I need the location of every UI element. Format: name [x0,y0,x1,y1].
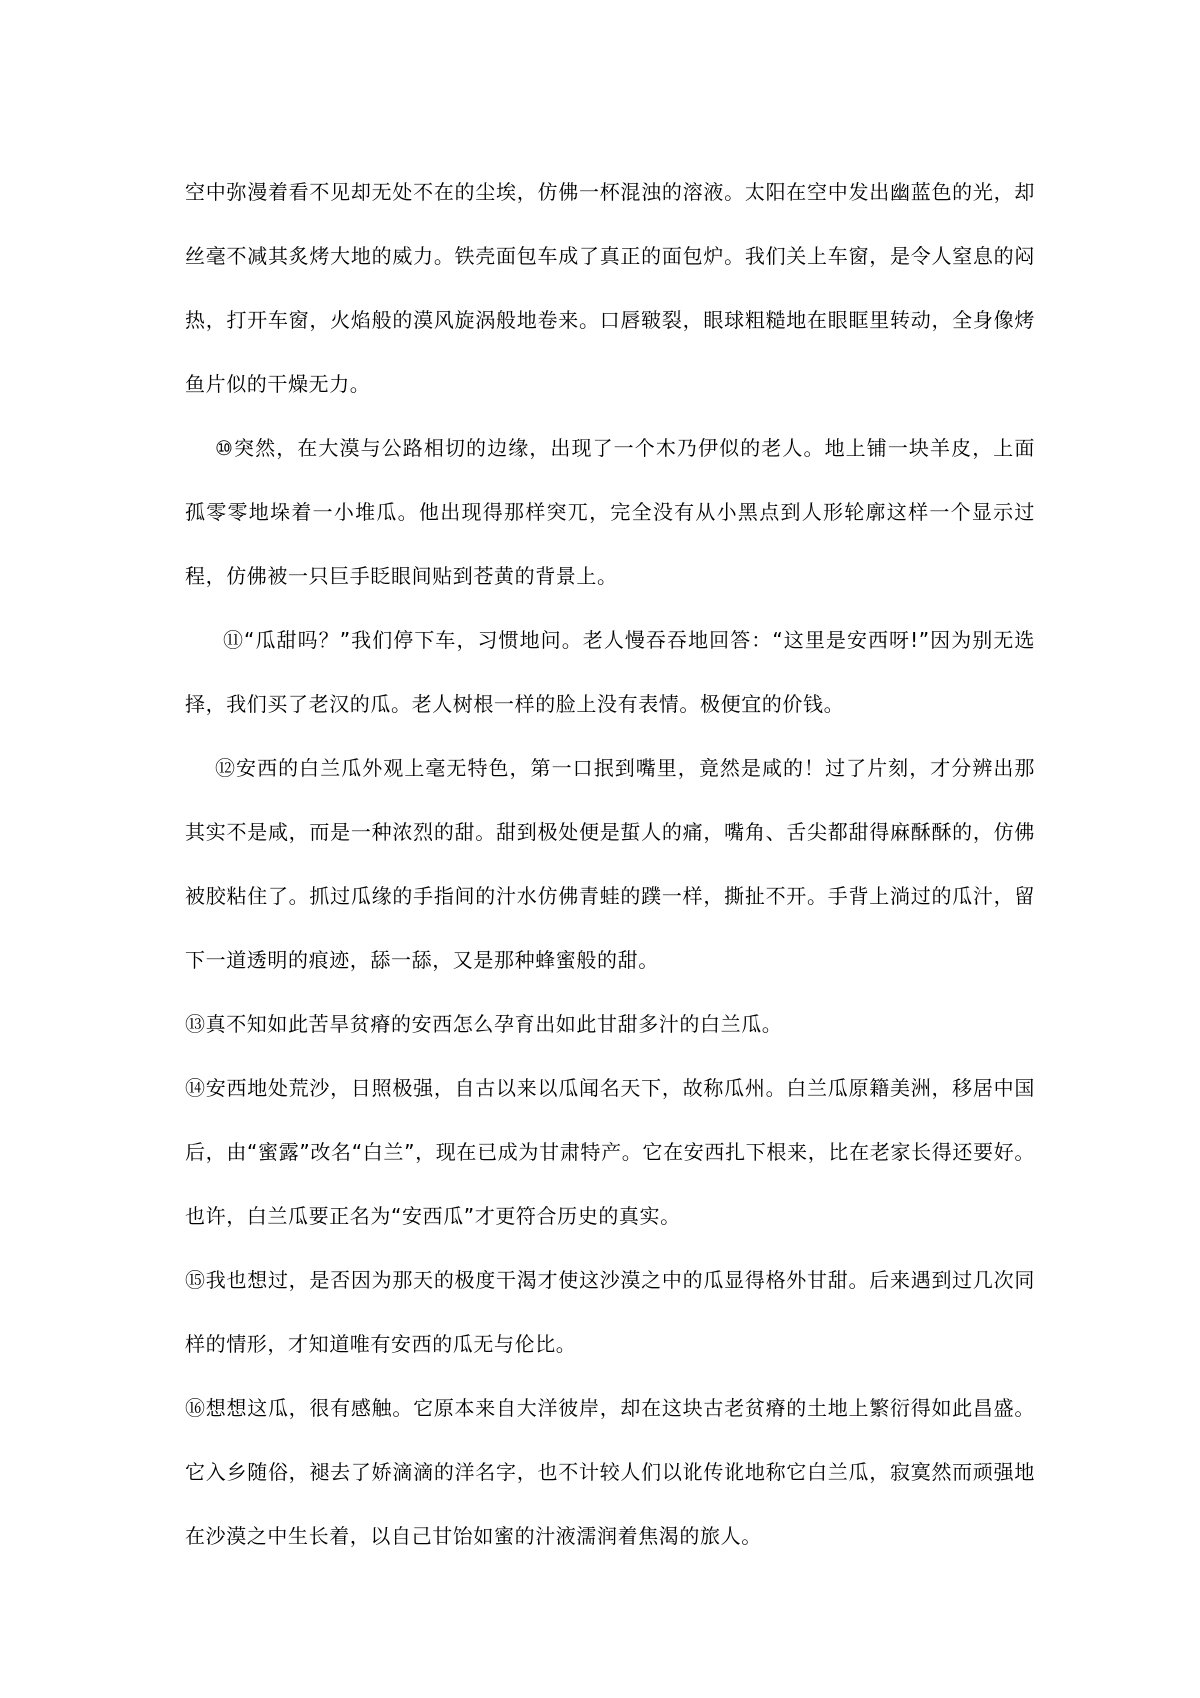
paragraph-13: ⑬真不知如此苦旱贫瘠的安西怎么孕育出如此甘甜多汁的白兰瓜。 [185,1012,783,1036]
paragraph-15: ⑮我也想过，是否因为那天的极度干渴才使这沙漠之中的瓜显得格外甘甜。后来遇到过几次同样的情形，才知道唯有安西的瓜无与伦比。 [185,1268,1035,1356]
paragraph-16: ⑯想想这瓜，很有感触。它原本来自大洋彼岸，却在这块古老贫瘠的土地上繁衍得如此昌盛。它入乡随俗，褪去了娇滴滴的洋名字，也不计较人们以讹传讹地称它白兰瓜，寂寞然而顽强地在沙漠之中生长着，以自己甘饴如蜜的汁液濡润着焦渴的旅人。 [185,1396,1035,1548]
paragraph-10: ⑩突然，在大漠与公路相切的边缘，出现了一个木乃伊似的老人。地上铺一块羊皮，上面孤零零地垛着一小堆瓜。他出现得那样突兀，完全没有从小黑点到人形轮廓这样一个显示过程，仿佛被一只巨手眨眼间贴到苍黄的背景上。 [185,436,1035,588]
paragraph-11: ⑪“瓜甜吗？”我们停下车，习惯地问。老人慢吞吞地回答：“这里是安西呀!”因为别无选择，我们买了老汉的瓜。老人树根一样的脸上没有表情。极便宜的价钱。 [185,628,1035,716]
paragraph-12: ⑫安西的白兰瓜外观上毫无特色，第一口抿到嘴里，竟然是咸的！过了片刻，才分辨出那其实不是咸，而是一种浓烈的甜。甜到极处便是蜇人的痛，嘴角、舌尖都甜得麻酥酥的，仿佛被胶粘住了。抓过瓜缘的手指间的汁水仿佛青蛙的蹼一样，撕扯不开。手背上淌过的瓜汁，留下一道透明的痕迹，舔一舔，又是那种蜂蜜般的甜。 [185,756,1035,972]
paragraph-1: 空中弥漫着看不见却无处不在的尘埃，仿佛一杯混浊的溶液。太阳在空中发出幽蓝色的光，却丝毫不减其炙烤大地的威力。铁壳面包车成了真正的面包炉。我们关上车窗，是令人窒息的闷热，打开车窗，火焰般的漠风旋涡般地卷来。口唇皲裂，眼球粗糙地在眼眶里转动，全身像烤鱼片似的干燥无力。 [185,180,1035,396]
article-body [185,160,1035,1568]
paragraph-14: ⑭安西地处荒沙，日照极强，自古以来以瓜闻名天下，故称瓜州。白兰瓜原籍美洲，移居中国后，由“蜜露”改名“白兰”，现在已成为甘肃特产。它在安西扎下根来，比在老家长得还要好。也许，白兰瓜要正名为“安西瓜”才更符合历史的真实。 [185,1076,1035,1228]
